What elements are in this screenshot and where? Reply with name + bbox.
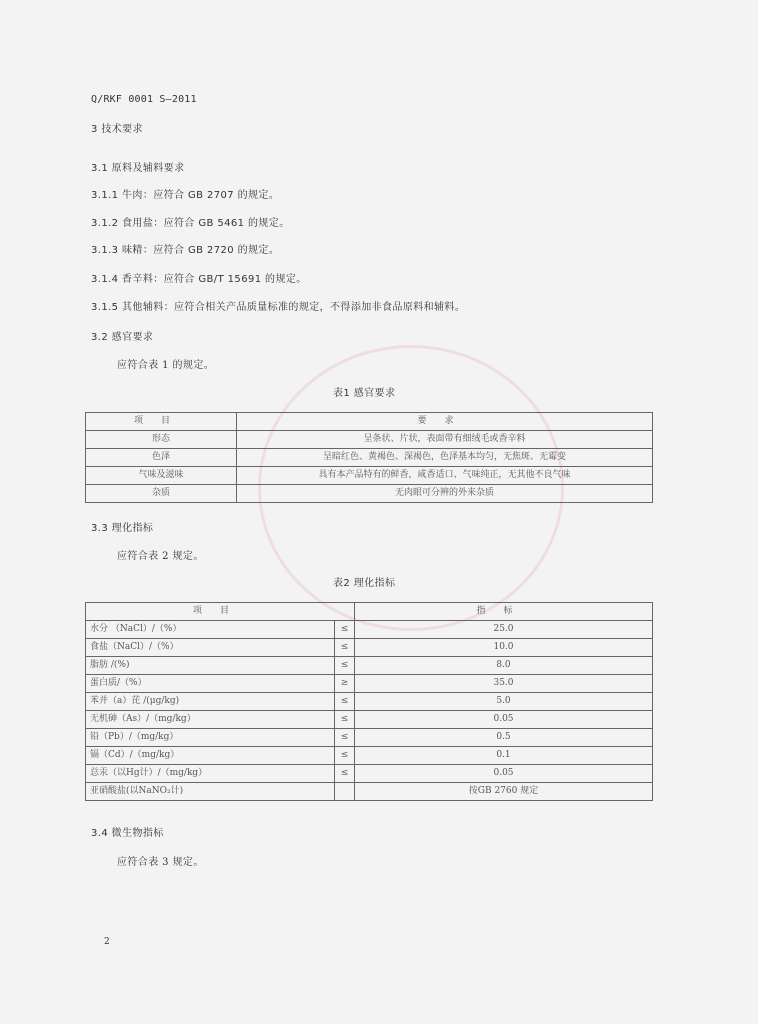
table1-item: 色泽 <box>86 449 237 467</box>
table-row <box>86 765 653 783</box>
table-row <box>86 783 653 801</box>
table2-comparator: ≥ <box>335 675 355 693</box>
table2-comparator: ≤ <box>335 765 355 783</box>
section-3-2-text: 应符合表 1 的规定。 <box>117 360 215 371</box>
table1-caption: 表1 感官要求 <box>333 388 396 399</box>
table-row <box>86 485 653 503</box>
table2-comparator: ≤ <box>335 747 355 765</box>
clause-3-1-1: 3.1.1 牛肉：应符合 GB 2707 的规定。 <box>91 190 280 201</box>
table1-header-requirement: 要求 <box>237 413 653 431</box>
table2-value: 0.1 <box>355 747 653 765</box>
table-row <box>86 467 653 485</box>
table1-header-item: 项目 <box>86 413 237 431</box>
section-3-3-text: 应符合表 2 规定。 <box>117 551 204 562</box>
table2-value: 25.0 <box>355 621 653 639</box>
table2-caption: 表2 理化指标 <box>333 578 396 589</box>
table-row <box>86 675 653 693</box>
section-3-2-heading: 3.2 感官要求 <box>91 332 154 343</box>
section-3-1-heading: 3.1 原料及辅料要求 <box>91 163 185 174</box>
table-header-row <box>86 603 653 621</box>
section-3-4-text: 应符合表 3 规定。 <box>117 857 204 868</box>
table2-comparator: ≤ <box>335 729 355 747</box>
table1-requirement: 呈条状、片状，表面带有细绒毛或香辛料 <box>237 431 653 449</box>
section-3-3-heading: 3.3 理化指标 <box>91 523 154 534</box>
table-row <box>86 747 653 765</box>
clause-3-1-5: 3.1.5 其他辅料：应符合相关产品质量标准的规定，不得添加非食品原料和辅料。 <box>91 302 466 313</box>
table2-item: 水分 （NaCl）/（%） <box>86 621 335 639</box>
standard-number: Q/RKF 0001 S—2011 <box>91 94 197 105</box>
table-row <box>86 729 653 747</box>
table1-item: 气味及滋味 <box>86 467 237 485</box>
table-row <box>86 621 653 639</box>
section-3-heading: 3 技术要求 <box>91 124 143 135</box>
physicochemical-table <box>85 602 653 801</box>
table2-value: 0.05 <box>355 765 653 783</box>
table-row <box>86 711 653 729</box>
clause-3-1-3: 3.1.3 味精：应符合 GB 2720 的规定。 <box>91 245 280 256</box>
table1-requirement: 具有本产品特有的鲜香，咸香适口、气味纯正，无其他不良气味 <box>237 467 653 485</box>
table-row <box>86 693 653 711</box>
table2-item: 镉（Cd）/（mg/kg） <box>86 747 335 765</box>
clause-3-1-4: 3.1.4 香辛料：应符合 GB/T 15691 的规定。 <box>91 274 307 285</box>
table2-value: 按GB 2760 规定 <box>355 783 653 801</box>
table2-comparator: ≤ <box>335 621 355 639</box>
table2-value: 8.0 <box>355 657 653 675</box>
table2-header-value: 指标 <box>355 603 653 621</box>
table2-comparator: ≤ <box>335 693 355 711</box>
table2-item: 铅（Pb）/（mg/kg） <box>86 729 335 747</box>
table2-value: 5.0 <box>355 693 653 711</box>
table2-item: 亚硝酸盐(以NaNO₂计) <box>86 783 335 801</box>
table-row <box>86 657 653 675</box>
table2-item: 苯并（a）芘 /(μg/kg) <box>86 693 335 711</box>
table-row <box>86 449 653 467</box>
table2-comparator <box>335 783 355 801</box>
table1-item: 杂质 <box>86 485 237 503</box>
table2-value: 35.0 <box>355 675 653 693</box>
page-number: 2 <box>104 937 111 947</box>
table1-requirement: 无肉眼可分辨的外来杂质 <box>237 485 653 503</box>
table-row <box>86 639 653 657</box>
table2-item: 蛋白质/（%） <box>86 675 335 693</box>
table2-value: 10.0 <box>355 639 653 657</box>
table2-item: 脂肪 /(%) <box>86 657 335 675</box>
table2-value: 0.05 <box>355 711 653 729</box>
section-3-4-heading: 3.4 微生物指标 <box>91 828 164 839</box>
table-header-row <box>86 413 653 431</box>
clause-3-1-2: 3.1.2 食用盐：应符合 GB 5461 的规定。 <box>91 218 290 229</box>
table2-value: 0.5 <box>355 729 653 747</box>
table2-comparator: ≤ <box>335 657 355 675</box>
table2-comparator: ≤ <box>335 711 355 729</box>
table1-item: 形态 <box>86 431 237 449</box>
table2-item: 食盐（NaCl）/（%） <box>86 639 335 657</box>
sensory-table <box>85 412 653 503</box>
table2-comparator: ≤ <box>335 639 355 657</box>
table2-item: 无机砷（As）/（mg/kg） <box>86 711 335 729</box>
table2-header-item: 项目 <box>86 603 355 621</box>
table-row <box>86 431 653 449</box>
table2-item: 总汞（以Hg计）/（mg/kg） <box>86 765 335 783</box>
table1-requirement: 呈暗红色、黄褐色、深褐色，色泽基本均匀，无焦斑、无霉变 <box>237 449 653 467</box>
